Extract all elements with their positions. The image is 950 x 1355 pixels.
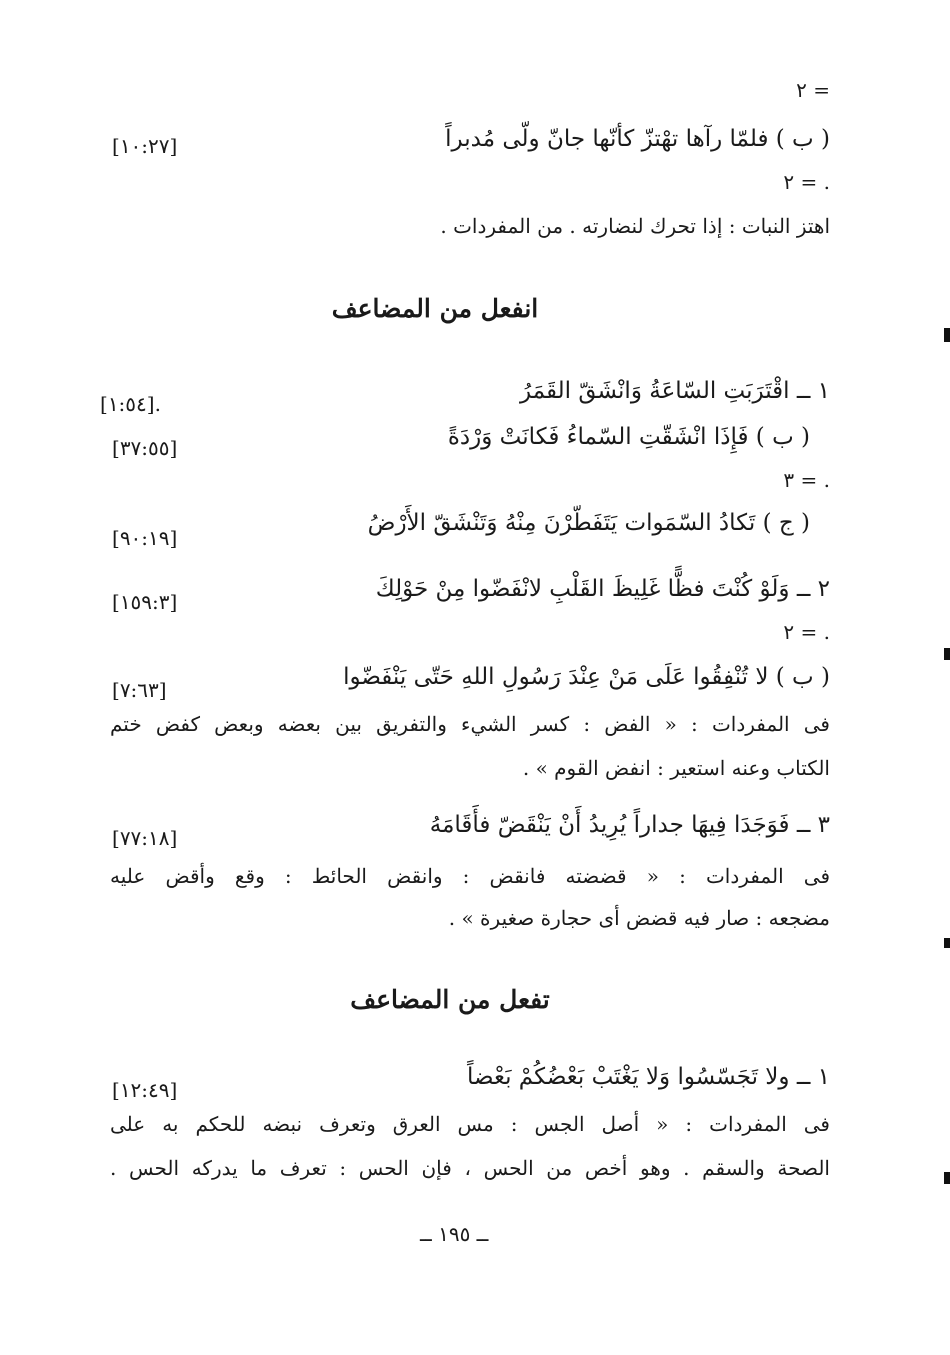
- note-line: فى المفردات : « أصل الجس : مس العرق وتعرف نبضه للحكم به على: [110, 1112, 830, 1136]
- note-line: فى المفردات : « قضضته فانقض : وانقض الحائط : وقع وأقض عليه: [110, 864, 830, 888]
- verse-line: ( ب ) فَإِذَا انْشَقّتِ السّماءُ فَكانَتْ وَرْدَةً: [447, 424, 810, 450]
- scan-edge-mark: [944, 938, 950, 948]
- verse-line: ( ج ) تَكادُ السّمَوات يَتَفَطّرْنَ مِنْهُ وَتَنْشَقّ الأَرْضُ: [367, 510, 810, 536]
- page-number: ــ ١٩٥ ــ: [420, 1222, 489, 1246]
- verse-reference: [٩٠:١٩]: [112, 526, 178, 550]
- verse-reference: [٧:٦٣]: [112, 678, 167, 702]
- verse-line: ٣ ــ فَوَجَدَا فِيهَا جداراً يُرِيدُ أَنْ يَنْقَضّ فأَقَامَهُ: [429, 812, 830, 838]
- equation-line: ٢ =: [796, 78, 830, 102]
- verse-reference: [١٠:٢٧]: [112, 134, 178, 158]
- verse-reference: [١٢:٤٩]: [112, 1078, 178, 1102]
- equation-line: ٢ = .: [783, 620, 830, 644]
- section-heading: انفعل من المضاعف: [331, 294, 539, 323]
- section-heading: تفعل من المضاعف: [350, 985, 550, 1014]
- verse-line: ٢ ــ وَلَوْ كُنْتَ فظًّا غَلِيظَ القَلْبِ لانْفَضّوا مِنْ حَوْلِكَ: [375, 576, 830, 602]
- equation-line: ٣ = .: [783, 468, 830, 492]
- scan-edge-mark: [944, 328, 950, 342]
- note-line: مضجعه : صار فيه قضض أى حجارة صغيرة » .: [448, 906, 830, 930]
- verse-reference: [٧٧:١٨]: [112, 826, 178, 850]
- scan-edge-mark: [944, 648, 950, 660]
- note-line: الصحة والسقم . وهو أخص من الحس ، فإن الحس : تعرف ما يدركه الحس .: [110, 1156, 830, 1180]
- note-line: فى المفردات : « الفض : كسر الشيء والتفريق بين بعضه وبعض كفض ختم: [110, 712, 830, 736]
- verse-reference: [١:٥٤].: [100, 392, 161, 416]
- verse-line: ( ب ) لا تُنْفِقُوا عَلَى مَنْ عِنْدَ رَسُولِ اللهِ حَتّى يَنْفَضّوا: [343, 664, 830, 690]
- note-line: اهتز النبات : إذا تحرك لنضارته . من المفردات .: [440, 214, 830, 238]
- verse-reference: [١٥٩:٣]: [112, 590, 178, 614]
- verse-line: ( ب ) فلمّا رآها تهْتزّ كأنّها جانّ ولّى مُدبراً: [445, 126, 830, 152]
- equation-line: ٢ = .: [783, 170, 830, 194]
- verse-line: ١ ــ اقْتَرَبَتِ السّاعَةُ وَانْشَقّ القَمَرُ: [520, 378, 830, 404]
- scan-edge-mark: [944, 1172, 950, 1184]
- note-line: الكتاب وعنه استعير : انفض القوم » .: [522, 756, 830, 780]
- verse-reference: [٣٧:٥٥]: [112, 436, 178, 460]
- verse-line: ١ ــ ولا تَجَسّسُوا وَلا يَغْتَبْ بَعْضُكُمْ بَعْضاً: [467, 1064, 830, 1090]
